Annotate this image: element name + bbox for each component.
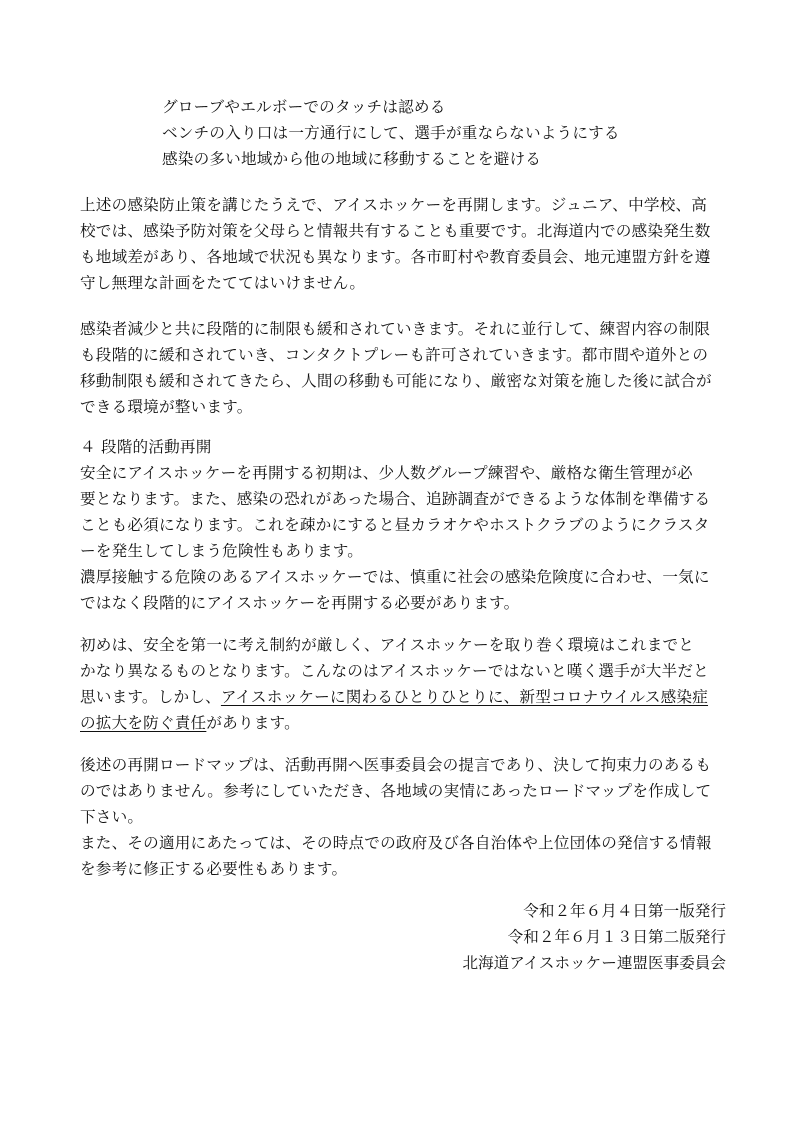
- paragraph-line: [80, 686, 708, 708]
- text-run: があります。: [206, 714, 300, 732]
- paragraph-line: も地域差があり、各地域で状況も異なります。各市町村や教育委員会、地元連盟方針を遵: [80, 248, 711, 266]
- paragraph-line: も段階的に緩和されていき、コンタクトプレーも許可されていきます。都市間や道外との: [80, 346, 709, 364]
- paragraph-line: のではありません。参考にしていただき、各地域の実情にあったロードマップを作成して: [80, 782, 712, 800]
- text-run: 思います。しかし、: [80, 688, 221, 706]
- underlined-text: アイスホッケーに関わるひとりひとりに、新型コロナウイルス感染症: [220, 688, 709, 706]
- bullet-item: 感染の多い地域から他の地域に移動することを避ける: [162, 150, 542, 168]
- paragraph-line: 校では、感染予防対策を父母らと情報共有することも重要です。北海道内での感染発生数: [80, 222, 711, 240]
- paragraph-line: ではなく段階的にアイスホッケーを再開する必要があります。: [80, 594, 520, 612]
- bullet-item: ベンチの入り口は一方通行にして、選手が重ならないようにする: [162, 124, 620, 142]
- paragraph-line: 要となります。また、感染の恐れがあった場合、追跡調査ができるような体制を準備する: [80, 490, 711, 508]
- paragraph-line: できる環境が整います。: [80, 398, 253, 416]
- edition-2-date: 令和２年６月１３日第二版発行: [507, 928, 726, 946]
- paragraph-line: また、その適用にあたっては、その時点での政府及び各自治体や上位団体の発信する情報: [80, 834, 712, 852]
- section-heading: ４ 段階的活動再開: [80, 438, 212, 456]
- bullet-item: グローブやエルボーでのタッチは認める: [162, 98, 446, 116]
- paragraph-line: 移動制限も緩和されてきたら、人間の移動も可能になり、厳密な対策を施した後に試合が: [80, 372, 712, 390]
- edition-1-date: 令和２年６月４日第一版発行: [523, 902, 726, 920]
- paragraph-line: 守し無理な計画をたててはいけません。: [80, 274, 366, 292]
- paragraph-line: 後述の再開ロードマップは、活動再開へ医事委員会の提言であり、決して拘束力のあるも: [80, 756, 712, 774]
- issuer-name: 北海道アイスホッケー連盟医事委員会: [462, 954, 726, 972]
- paragraph-line: 濃厚接触する危険のあるアイスホッケーでは、慎重に社会の感染危険度に合わせ、一気に: [80, 568, 710, 586]
- paragraph-line: [80, 712, 300, 734]
- paragraph-line: 安全にアイスホッケーを再開する初期は、少人数グループ練習や、厳格な衛生管理が必: [80, 464, 693, 482]
- paragraph-line: 感染者減少と共に段階的に制限も緩和されていきます。それに並行して、練習内容の制限: [80, 320, 711, 338]
- paragraph-line: を参考に修正する必要性もあります。: [80, 860, 348, 878]
- paragraph-line: ーを発生してしまう危険性もあります。: [80, 542, 364, 560]
- underlined-text: の拡大を防ぐ責任: [80, 714, 207, 732]
- paragraph-line: ことも必須になります。これを疎かにすると昼カラオケやホストクラブのようにクラスタ: [80, 516, 710, 534]
- paragraph-line: 初めは、安全を第一に考え制約が厳しく、アイスホッケーを取り巻く環境はこれまでと: [80, 636, 695, 654]
- paragraph-line: かなり異なるものとなります。こんなのはアイスホッケーではないと嘆く選手が大半だと: [80, 662, 709, 680]
- paragraph-line: 上述の感染防止策を講じたうえで、アイスホッケーを再開します。ジュニア、中学校、高: [80, 196, 708, 214]
- paragraph-line: 下さい。: [80, 808, 144, 826]
